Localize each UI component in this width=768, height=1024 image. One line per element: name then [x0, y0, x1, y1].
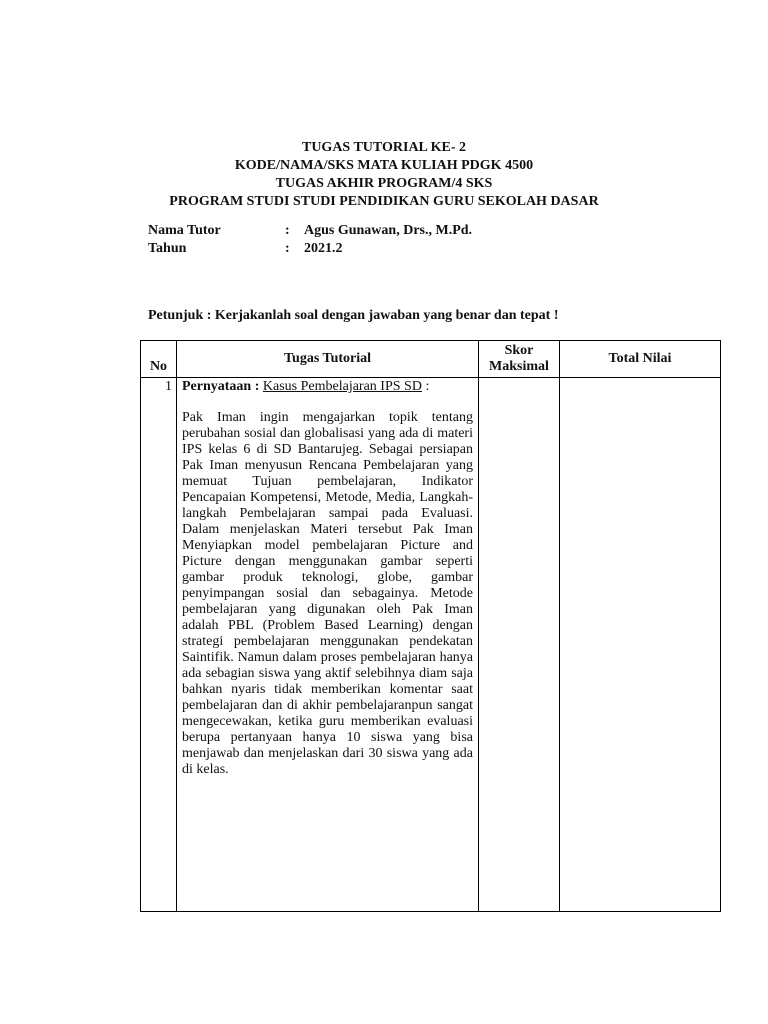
row-total [560, 378, 721, 912]
table-row [141, 378, 721, 912]
row-score-max [479, 378, 560, 912]
tutor-separator: : [285, 223, 290, 238]
header-score-max [479, 341, 560, 378]
tutor-value: Agus Gunawan, Drs., M.Pd. [304, 223, 473, 238]
tutorial-table [140, 340, 721, 912]
document-header [0, 139, 768, 211]
instruction-label: Petunjuk : [148, 308, 212, 323]
tutor-label: Nama Tutor [148, 223, 221, 238]
header-course: KODE/NAMA/SKS MATA KULIAH PDGK 4500 [234, 158, 534, 173]
instruction-text: Kerjakanlah soal dengan jawaban yang benar dan tepat ! [214, 308, 559, 323]
row-task-cell [177, 378, 479, 912]
header-total: Total Nilai [560, 341, 721, 378]
statement-label: Pernyataan : [182, 379, 260, 394]
year-separator: : [285, 241, 290, 256]
year-value: 2021.2 [304, 241, 343, 256]
case-description: Pak Iman ingin mengajarkan topik tentang perubahan sosial dan globalisasi yang ada di materi IPS kelas 6 di SD Bantarujeg. Sebagai persiapan Pak Iman menyusun Rencana Pembelajaran yang memuat Tujuan pembelajaran, Indikator Pencapaian Kompetensi, Metode, Media, Langkah-langkah Pembelajaran sampai pada Evaluasi. Dalam menjelaskan Materi tersebut Pak Iman Menyiapkan model pembelajaran Picture and Picture dengan menggunakan gambar seperti gambar produk teknologi, globe, gambar penyimpangan sosial dan sebagainya. Metode pembelajaran yang digunakan oleh Pak Iman adalah PBL (Problem Based Learning) dengan strategi pembelajaran menggunakan pendekatan Saintifik. Namun dalam proses pembelajaran hanya ada sebagian siswa yang aktif selebihnya diam saja bahkan nyaris tidak memberikan komentar saat pembelajaran dan di akhir pembelajaranpun sangat mengecewakan, ketika guru memberikan evaluasi berupa pertanyaan hanya 10 siswa yang bisa menjawab dan menjelaskan dari 30 siswa yang ada di kelas. [182, 410, 473, 777]
table-header-row [141, 341, 721, 378]
tutor-info [148, 222, 548, 258]
statement-heading [182, 379, 473, 395]
tutor-row [148, 222, 548, 240]
header-study-program: PROGRAM STUDI STUDI PENDIDIKAN GURU SEKOLAH DASAR [169, 194, 599, 209]
header-no: No [141, 341, 177, 378]
header-score-max-line2: Maksimal [489, 359, 549, 374]
instruction [148, 307, 558, 325]
header-task: Tugas Tutorial [177, 341, 479, 378]
statement-suffix: : [421, 379, 430, 394]
year-row [148, 240, 548, 258]
year-label: Tahun [148, 241, 187, 256]
header-title: TUGAS TUTORIAL KE- 2 [301, 140, 467, 155]
row-number: 1 [141, 378, 177, 912]
statement-title: Kasus Pembelajaran IPS SD [262, 379, 422, 394]
header-score-max-line1: Skor [504, 343, 534, 358]
header-program: TUGAS AKHIR PROGRAM/4 SKS [275, 176, 493, 191]
